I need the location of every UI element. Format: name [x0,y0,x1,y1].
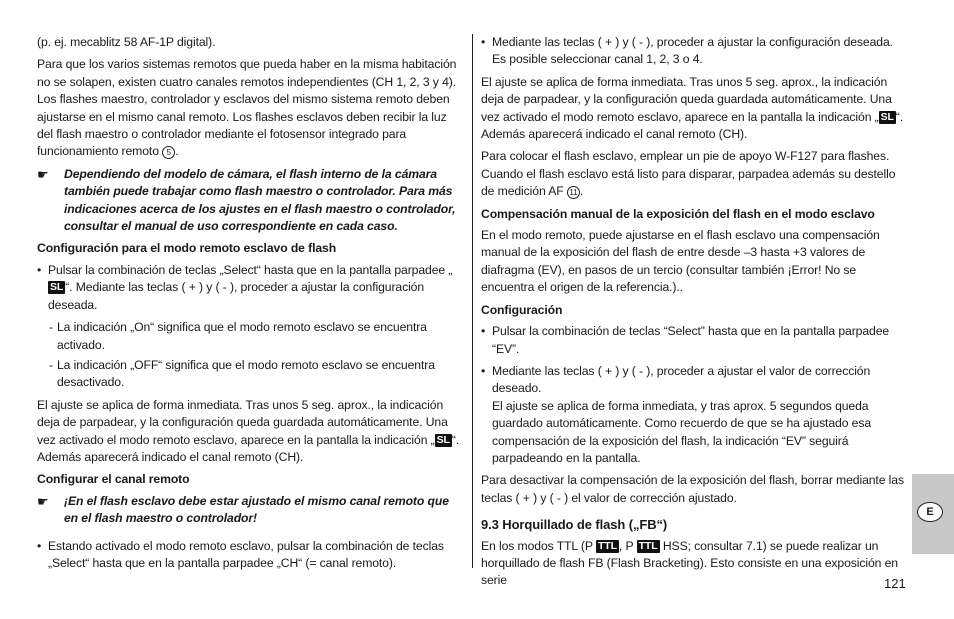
sl-badge: SL [880,110,894,123]
ttl-badge: TTL [597,539,617,552]
pointing-hand-icon: ☛ [37,166,49,182]
right-column [481,34,908,595]
dash-item: - La indicación „OFF“ significa que el modo remoto esclavo se encuentra desactivado. [49,357,435,390]
section-heading: Configuración [481,302,563,317]
language-tab [912,474,954,554]
sl-badge: SL [436,433,450,446]
section-heading: Compensación manual de la exposición del flash en el modo esclavo [481,206,875,221]
page-number: 121 [884,576,906,591]
paragraph: El ajuste se aplica de forma inmediata. Tras unos 5 seg. aprox., la indicación deja de parpadear, y la configuración queda guardada automáticamente. Una vez activado el modo remoto esclavo, aparece en la pantalla la indicación „ SL “. Además aparecerá indicado el canal remoto (CH). [37,397,460,464]
section-title: 9.3 Horquillado de flash („FB“) [481,517,668,533]
left-column [37,34,461,577]
ttl-badge: TTL [638,539,658,552]
bullet-item: • Mediante las teclas ( + ) y ( - ), proceder a ajustar el valor de corrección deseado. El ajuste se aplica de forma inmediata, y tras aprox. 5 segundos queda guardado automáticamente. Como recuerdo de que se ha ajustado esa compensación de la exposición del flash, la indicación “EV” seguirá parpadeando en la pantalla. [481,363,908,467]
language-letter: E [917,502,943,522]
note: ☛ Dependiendo del modelo de cámara, el flash interno de la cámara también puede trabajar como flash maestro o controlador. Para más indicaciones acerca de los ajustes en el flash maestro o controlador, consultar el manual de uso correspondiente en cada caso. [37,166,456,234]
sl-badge: SL [50,281,64,294]
paragraph: En el modo remoto, puede ajustarse en el flash esclavo una compensación manual de la exposición del flash de entre desde –3 hasta +3 valores de diafragma (EV), en pasos de un tercio (consultar también ¡Error! No se encuentra el origen de la referencia.).. [481,228,880,295]
paragraph: Para que los varios sistemas remotos que pueda haber en la misma habitación no se solapen, existen cuatro canales remotos independientes (CH 1, 2, 3 y 4). Los flashes maestro, controlador y esclavos del mismo sistema remoto deben ajustarse en el mismo canal remoto. Los flashes esclavos deben recibir la luz del flash maestro o controlador mediante el fotosensor integrado para funcionamiento remoto 5 . [37,57,457,159]
section-heading: Configurar el canal remoto [37,472,190,487]
section-heading: Configuración para el modo remoto esclavo de flash [37,241,337,256]
paragraph: En los modos TTL (P TTL , P TTL HSS; consultar 7.1) se puede realizar un horquillado de flash FB (Flash Bracketing). Esto consiste en una exposición en serie [481,538,898,588]
paragraph: Para colocar el flash esclavo, emplear un pie de apoyo W-F127 para flashes. Cuando el flash esclavo está listo para disparar, parpadea además su destello de medición AF 11 . [481,149,896,199]
circled-number: 5 [162,146,175,159]
circled-number: 11 [567,186,580,199]
bullet-item: • Estando activado el modo remoto esclavo, pulsar la combinación de teclas „Select“ hasta que en la pantalla parpadee „CH“ (= canal remoto). [37,538,461,573]
bullet-item: • Mediante las teclas ( + ) y ( - ), proceder a ajustar la configuración deseada. Es posible seleccionar canal 1, 2, 3 o 4. [481,34,908,69]
paragraph: Para desactivar la compensación de la exposición del flash, borrar mediante las teclas ( + ) y ( - ) el valor de corrección ajustado. [481,473,904,505]
column-divider [472,34,473,568]
paragraph: (p. ej. mecablitz 58 AF-1P digital). [37,35,216,49]
dash-item: - La indicación „On“ significa que el modo remoto esclavo se encuentra activado. [49,320,427,352]
paragraph: El ajuste se aplica de forma inmediata. Tras unos 5 seg. aprox., la indicación deja de parpadear, y la configuración queda guardada automáticamente. Una vez activado el modo remoto esclavo, aparece en la pantalla la indicación „ SL “. Además aparecerá indicado el canal remoto (CH). [481,74,904,142]
bullet-item: • Pulsar la combinación de teclas “Select” hasta que en la pantalla parpadee “EV”. [481,323,908,358]
bullet-item: • Pulsar la combinación de teclas „Select“ hasta que en la pantalla parpadee „ SL “. Mediante las teclas ( + ) y ( - ), proceder a ajustar la configuración deseada. [37,262,461,314]
note: ☛ ¡En el flash esclavo debe estar ajustado el mismo canal remoto que en el flash maestro o controlador! [37,493,449,526]
pointing-hand-icon: ☛ [37,493,49,509]
